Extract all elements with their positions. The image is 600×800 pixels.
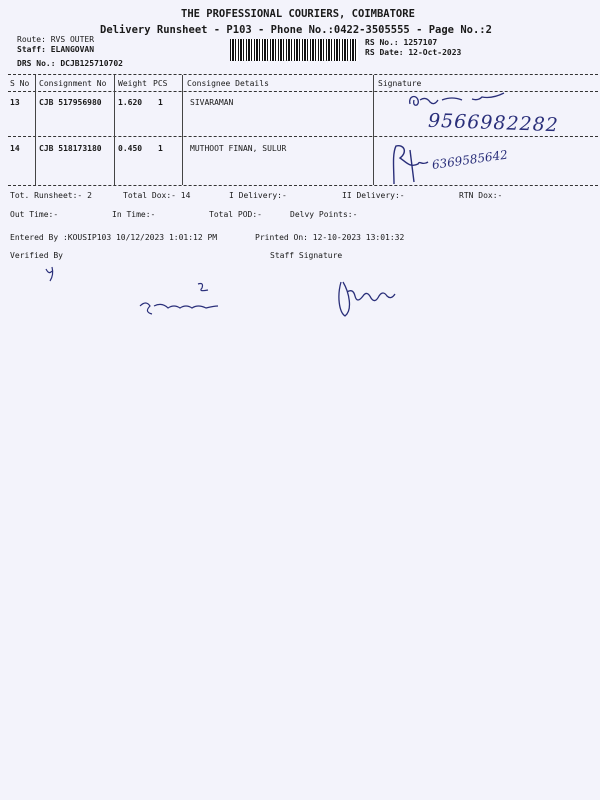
i-delivery: I Delivery:- [229,191,287,200]
company-title: THE PROFESSIONAL COURIERS, COIMBATORE [181,8,415,20]
table-bottom-rule [8,185,598,186]
row-sno: 14 [10,144,20,153]
verifier-signature [130,280,250,320]
header-sno: S No [10,79,30,88]
header-consignment-no: Consignment No [39,79,107,88]
recipient-signature [402,90,512,112]
column-divider [182,75,183,185]
header-weight: Weight [118,79,147,88]
table-top-rule [8,74,598,75]
route-label: Route: RVS OUTER [17,35,95,44]
header-pcs: PCS [153,79,168,88]
recipient-phone-handwritten: 9566982282 [427,109,560,137]
row-pcs: 1 [158,98,163,107]
row-consignee: MUTHOOT FINAN, SULUR [190,144,287,153]
row-consignee: SIVARAMAN [190,98,234,107]
out-time: Out Time:- [10,210,59,219]
total-dox: Total Dox:- 14 [123,191,191,200]
staff-signature-label: Staff Signature [270,251,343,260]
row-pcs: 1 [158,144,163,153]
delvy-points: Delvy Points:- [290,210,358,219]
header-signature: Signature [378,79,422,88]
rs-number: RS No.: 1257107 [365,38,438,47]
column-divider [373,75,374,185]
rs-date: RS Date: 12-Oct-2023 [365,48,462,57]
row-divider [8,136,598,137]
printed-on: Printed On: 12-10-2023 13:01:32 [255,233,405,242]
in-time: In Time:- [112,210,156,219]
row-weight: 0.450 [118,144,143,153]
staff-signature [333,272,403,322]
verified-by-label: Verified By [10,251,63,260]
verifier-initial [44,265,60,283]
row-weight: 1.620 [118,98,143,107]
staff-label: Staff: ELANGOVAN [17,45,95,54]
drs-number: DRS No.: DCJB125710702 [17,59,123,68]
runsheet-title: Delivery Runsheet - P103 - Phone No.:0422-3505555 - Page No.:2 [100,24,492,36]
ii-delivery: II Delivery:- [342,191,405,200]
recipient-signature [384,142,434,188]
row-consignment-no: CJB 518173180 [39,144,102,153]
row-sno: 13 [10,98,20,107]
entered-by: Entered By :KOUSIP103 10/12/2023 1:01:12 PM [10,233,218,242]
total-pod: Total POD:- [209,210,262,219]
tot-runsheet: Tot. Runsheet:- 2 [10,191,92,200]
row-consignment-no: CJB 517956980 [39,98,102,107]
rtn-dox: RTN Dox:- [459,191,503,200]
header-consignee-details: Consignee Details [187,79,269,88]
barcode-image [230,39,358,61]
column-divider [114,75,115,185]
recipient-phone-handwritten: 6369585642 [431,147,509,172]
column-divider [35,75,36,185]
